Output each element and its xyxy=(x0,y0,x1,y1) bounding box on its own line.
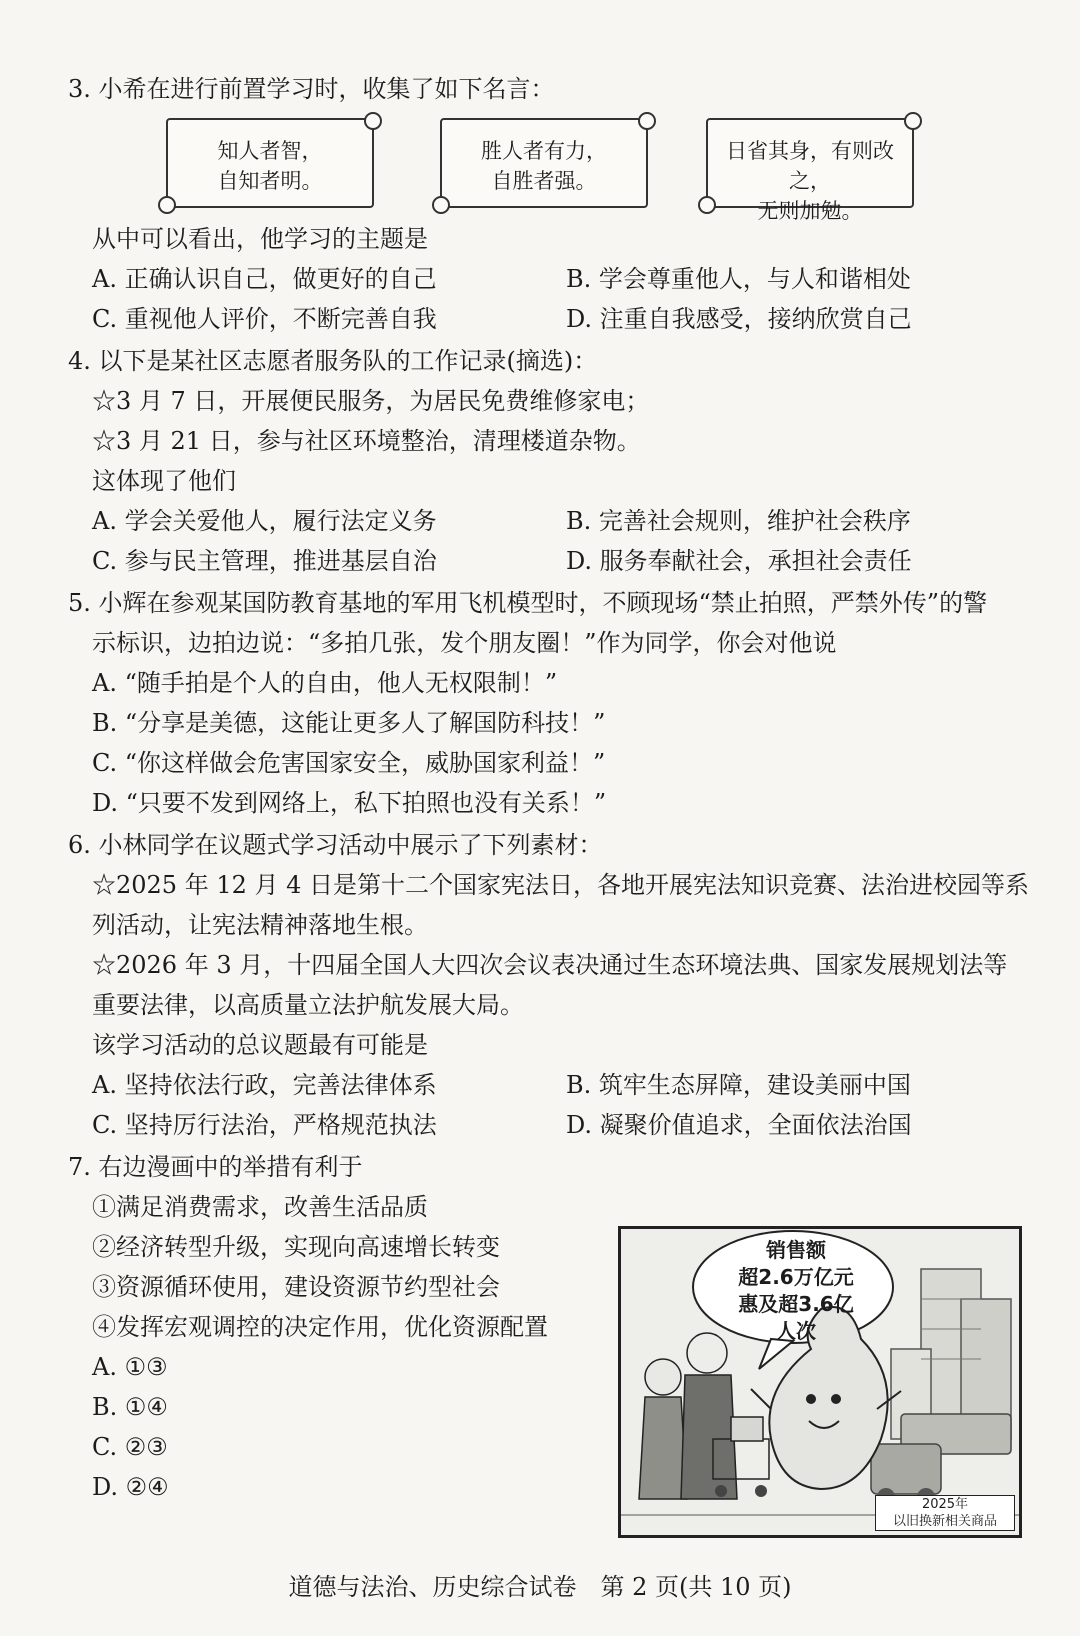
q5-option-d[interactable]: D. “只要不发到网络上，私下拍照也没有关系！” xyxy=(92,789,607,817)
cartoon-caption xyxy=(875,1495,1015,1531)
q4-option-b[interactable]: B. 完善社会规则，维护社会秩序 xyxy=(566,507,911,535)
quote-1-line-1: 知人者智， xyxy=(217,139,323,163)
q3-option-c[interactable]: C. 重视他人评价，不断完善自我 xyxy=(92,305,437,333)
q7-option-b[interactable]: B. ①④ xyxy=(92,1393,168,1421)
quote-3-line-1: 日省其身，有则改之， xyxy=(726,139,894,193)
q7-statement-3: ③资源循环使用，建设资源节约型社会 xyxy=(92,1273,500,1301)
q5-option-c[interactable]: C. “你这样做会危害国家安全，威胁国家利益！” xyxy=(92,749,606,777)
caption-line-1: 2025年 xyxy=(921,1497,969,1512)
q6-option-c[interactable]: C. 坚持厉行法治，严格规范执法 xyxy=(92,1111,437,1139)
quote-1-line-2: 自知者明。 xyxy=(217,169,323,193)
q4-item-2: ☆3 月 21 日，参与社区环境整治，清理楼道杂物。 xyxy=(92,427,641,455)
q7-option-c[interactable]: C. ②③ xyxy=(92,1433,168,1461)
q6-stem: 6. 小林同学在议题式学习活动中展示了下列素材： xyxy=(68,831,603,859)
speech-bubble xyxy=(717,1237,875,1345)
quote-2-line-2: 自胜者强。 xyxy=(491,169,597,193)
q6-item-2-line-2: 重要法律，以高质量立法护航发展大局。 xyxy=(92,991,524,1019)
q7-stem: 7. 右边漫画中的举措有利于 xyxy=(68,1153,363,1181)
q6-item-1-line-1: ☆2025 年 12 月 4 日是第十二个国家宪法日，各地开展宪法知识竞赛、法治进校园等系 xyxy=(92,871,1030,899)
q6-question: 该学习活动的总议题最有可能是 xyxy=(92,1031,428,1059)
q6-option-a[interactable]: A. 坚持依法行政，完善法律体系 xyxy=(92,1071,437,1099)
quote-scroll-1 xyxy=(166,118,374,208)
q6-item-1-line-2: 列活动，让宪法精神落地生根。 xyxy=(92,911,428,939)
q3-option-a[interactable]: A. 正确认识自己，做更好的自己 xyxy=(92,265,437,293)
q6-option-b[interactable]: B. 筑牢生态屏障，建设美丽中国 xyxy=(566,1071,911,1099)
quote-3-line-2: 无则加勉。 xyxy=(757,199,863,223)
bubble-line-2: 超2.6万亿元 xyxy=(738,1265,854,1289)
bubble-line-1: 销售额 xyxy=(766,1238,826,1262)
q3-stem: 3. 小希在进行前置学习时，收集了如下名言： xyxy=(68,75,555,103)
q4-option-c[interactable]: C. 参与民主管理，推进基层自治 xyxy=(92,547,437,575)
bubble-line-4: 人次 xyxy=(776,1319,816,1343)
q4-item-1: ☆3 月 7 日，开展便民服务，为居民免费维修家电； xyxy=(92,387,650,415)
quote-2-line-1: 胜人者有力， xyxy=(481,139,607,163)
bubble-line-3: 惠及超3.6亿 xyxy=(738,1292,854,1316)
quote-scroll-3 xyxy=(706,118,914,223)
q4-option-a[interactable]: A. 学会关爱他人，履行法定义务 xyxy=(92,507,437,535)
trade-in-cartoon xyxy=(618,1226,1022,1538)
q3-option-b[interactable]: B. 学会尊重他人，与人和谐相处 xyxy=(566,265,911,293)
q7-option-a[interactable]: A. ①③ xyxy=(92,1353,168,1381)
q6-option-d[interactable]: D. 凝聚价值追求，全面依法治国 xyxy=(566,1111,912,1139)
q5-option-b[interactable]: B. “分享是美德，这能让更多人了解国防科技！” xyxy=(92,709,606,737)
q7-statement-4: ④发挥宏观调控的决定作用，优化资源配置 xyxy=(92,1313,548,1341)
q5-stem-line-2: 示标识，边拍边说：“多拍几张，发个朋友圈！”作为同学，你会对他说 xyxy=(92,629,837,657)
q4-question: 这体现了他们 xyxy=(92,467,236,495)
q5-option-a[interactable]: A. “随手拍是个人的自由，他人无权限制！” xyxy=(92,669,558,697)
q3-question: 从中可以看出，他学习的主题是 xyxy=(92,225,428,253)
q7-option-d[interactable]: D. ②④ xyxy=(92,1473,169,1501)
q6-item-2-line-1: ☆2026 年 3 月，十四届全国人大四次会议表决通过生态环境法典、国家发展规划法等 xyxy=(92,951,1008,979)
q3-option-d[interactable]: D. 注重自我感受，接纳欣赏自己 xyxy=(566,305,912,333)
quote-scroll-2 xyxy=(440,118,648,208)
caption-line-2: 以旧换新相关商品 xyxy=(892,1514,997,1529)
q7-statement-1: ①满足消费需求，改善生活品质 xyxy=(92,1193,428,1221)
q4-stem: 4. 以下是某社区志愿者服务队的工作记录(摘选)： xyxy=(68,347,598,375)
q5-stem-line-1: 5. 小辉在参观某国防教育基地的军用飞机模型时，不顾现场“禁止拍照，严禁外传”的警 xyxy=(68,589,988,617)
q4-option-d[interactable]: D. 服务奉献社会，承担社会责任 xyxy=(566,547,912,575)
page-footer: 道德与法治、历史综合试卷 第 2 页(共 10 页) xyxy=(288,1573,792,1601)
q7-statement-2: ②经济转型升级，实现向高速增长转变 xyxy=(92,1233,500,1261)
